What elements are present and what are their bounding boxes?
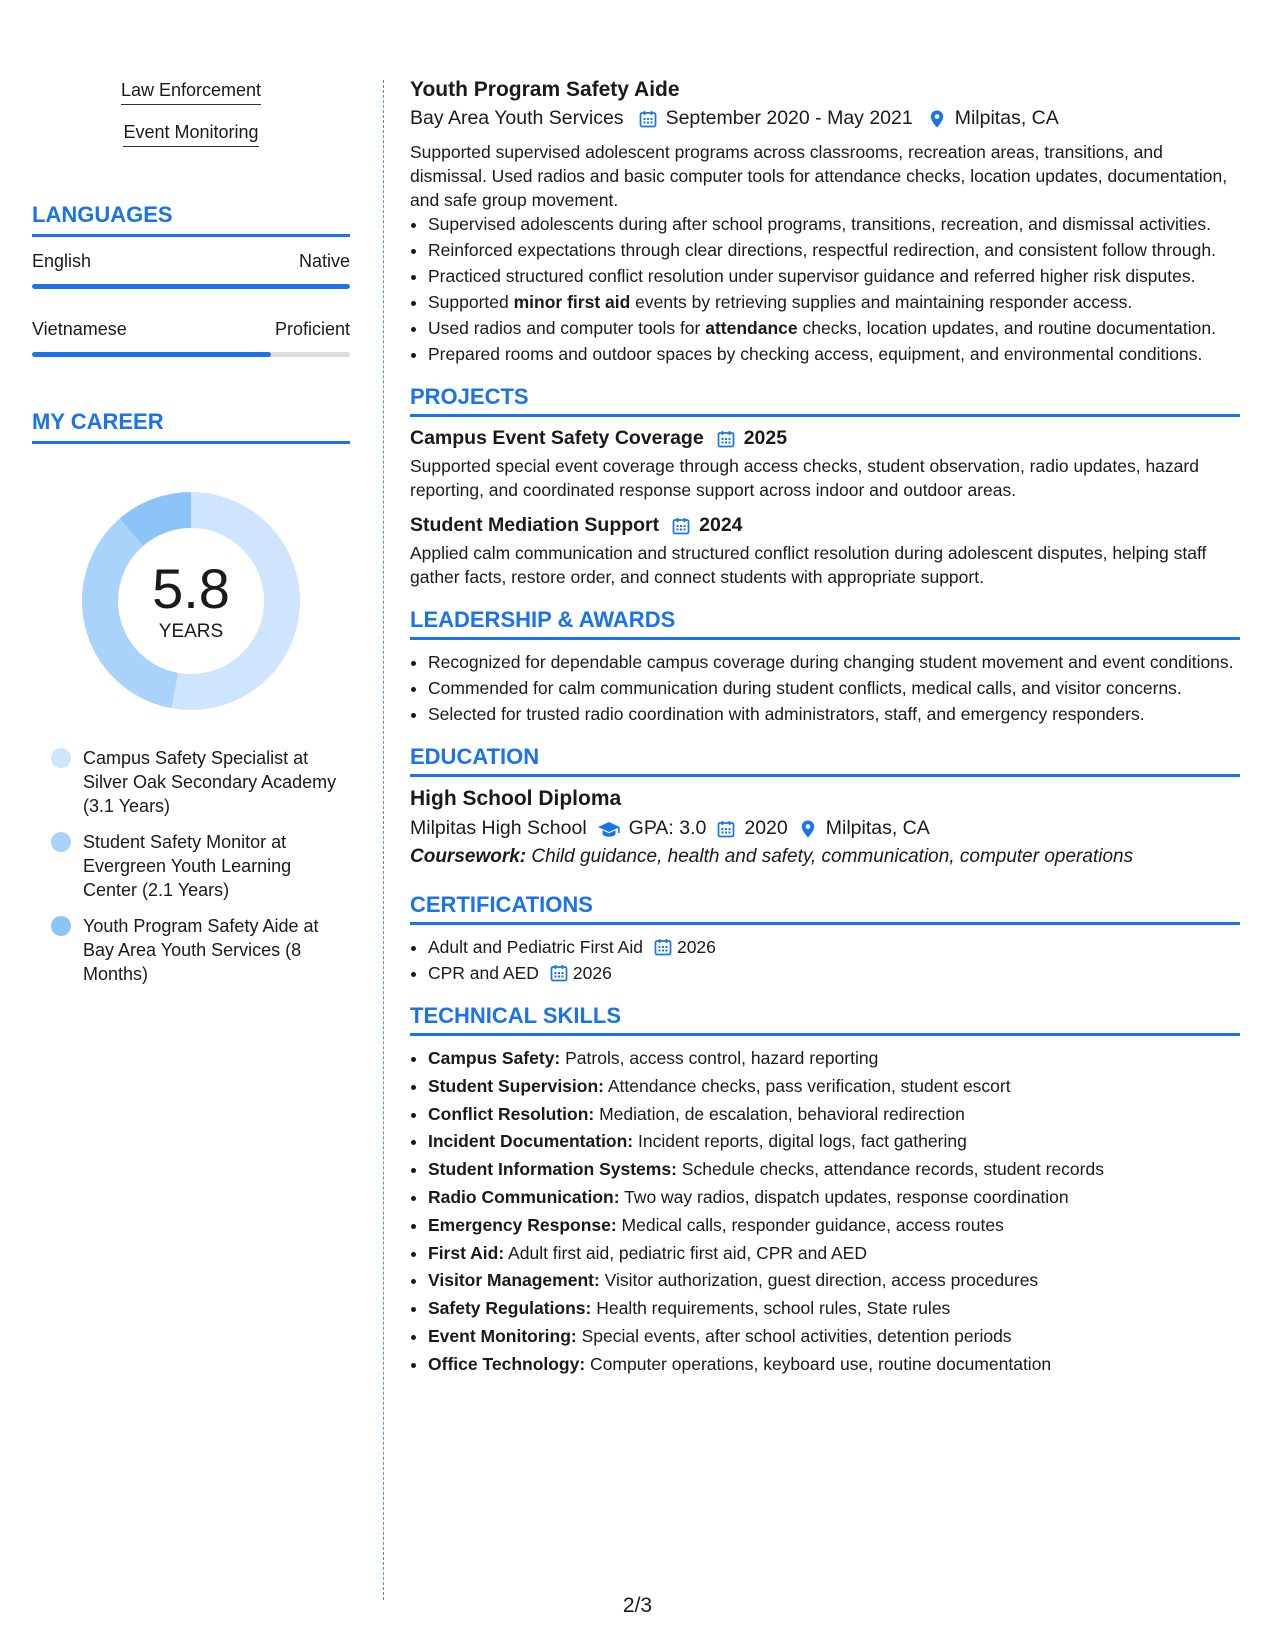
language-bar — [32, 284, 350, 289]
gpa: GPA: 3.0 — [628, 817, 707, 839]
job-bullet — [428, 316, 1240, 340]
certification-item — [428, 935, 1240, 959]
certification-item — [428, 961, 1240, 985]
job-location: Milpitas, CA — [954, 107, 1059, 129]
certification-year: 2026 — [676, 937, 716, 957]
skill-label: Conflict Resolution: — [428, 1103, 595, 1124]
certification-name: • Adult and Pediatric First Aid — [428, 937, 643, 957]
career-legend-item — [32, 746, 350, 818]
skill-item — [428, 1157, 1240, 1183]
career-total-unit: YEARS — [158, 621, 224, 642]
leadership-item: • Selected for trusted radio coordination with administrators, staff, and emergency responders. — [428, 702, 1240, 726]
main-content — [410, 78, 1240, 1380]
skill-label: Event Monitoring: — [428, 1325, 577, 1346]
language-bar-fill — [32, 352, 271, 357]
job-bullet — [428, 342, 1240, 366]
education-entry — [410, 787, 1240, 868]
project-description: Supported special event coverage through access checks, student observation, radio updates, hazard reporting, and coordinated response support across indoor and outdoor areas. — [410, 456, 1199, 500]
coursework-text: Child guidance, health and safety, communication, computer operations — [526, 846, 1134, 867]
job-meta — [410, 107, 1240, 130]
calendar-icon — [653, 937, 673, 957]
bullet-text: Used radios and computer tools for — [428, 318, 706, 338]
legend-dot — [51, 832, 71, 852]
legend-dot — [51, 748, 71, 768]
education-heading: EDUCATION — [410, 744, 1240, 777]
map-pin-icon — [798, 819, 818, 839]
leadership-list — [410, 650, 1240, 726]
certification-list — [410, 935, 1240, 985]
language-name: English — [32, 251, 92, 271]
bullet-keyword: minor first aid — [513, 292, 631, 312]
leadership-item: • Commended for calm communication during student conflicts, medical calls, and visitor concerns. — [428, 676, 1240, 700]
project-item — [410, 427, 1240, 502]
career-total-years: 5.8 — [152, 557, 230, 620]
leadership-heading: LEADERSHIP & AWARDS — [410, 607, 1240, 640]
map-pin-icon — [927, 109, 947, 129]
job-summary: Supported supervised adolescent programs across classrooms, recreation areas, transitions, and dismissal. Used radios and basic computer tools for attendance checks, location updates, documentation, and safe group movement. — [410, 142, 1228, 210]
skill-label: Visitor Management: — [428, 1270, 600, 1291]
language-bar — [32, 352, 350, 357]
bullet-text: Practiced structured conflict resolution under supervisor guidance and referred higher risk disputes. — [428, 266, 1196, 286]
calendar-icon — [716, 819, 736, 839]
skill-value: Visitor authorization, guest direction, access procedures — [599, 1270, 1039, 1291]
calendar-icon — [716, 429, 736, 449]
project-year: 2024 — [699, 514, 743, 536]
calendar-icon — [638, 109, 658, 129]
bullet-text: Prepared rooms and outdoor spaces by checking access, equipment, and environmental conditions. — [428, 344, 1203, 364]
job-dates: September 2020 - May 2021 — [665, 107, 913, 129]
career-legend-label: Youth Program Safety Aide at Bay Area Youth Services (8 Months) — [83, 916, 319, 984]
career-legend-label: Student Safety Monitor at Evergreen Youth Learning Center (2.1 Years) — [83, 832, 292, 900]
calendar-icon — [549, 963, 569, 983]
skill-value: Health requirements, school rules, State rules — [591, 1298, 951, 1319]
skill-item — [428, 1129, 1240, 1155]
leadership-item: • Recognized for dependable campus coverage during changing student movement and event conditions. — [428, 650, 1240, 674]
skill-value: Patrols, access control, hazard reporting — [560, 1048, 879, 1068]
tag-list — [32, 80, 350, 164]
experience-entry — [410, 78, 1240, 366]
language-item — [32, 251, 350, 289]
skill-value: Medical calls, responder guidance, access routes — [616, 1214, 1004, 1235]
skill-item — [428, 1213, 1240, 1239]
skill-label: Campus Safety: — [428, 1048, 561, 1068]
skills-heading: TECHNICAL SKILLS — [410, 1003, 1240, 1036]
sidebar — [32, 80, 350, 998]
skill-item — [428, 1324, 1240, 1350]
bullet-text: Supervised adolescents during after school programs, transitions, recreation, and dismissal activities. — [428, 214, 1212, 234]
coursework-label: Coursework: — [410, 846, 527, 867]
skill-item — [428, 1046, 1240, 1072]
bullet-text: Supported — [428, 292, 514, 312]
company-name: Bay Area Youth Services — [410, 107, 624, 129]
skill-item — [428, 1185, 1240, 1211]
legend-dot — [51, 916, 71, 936]
language-item — [32, 319, 350, 357]
skill-item — [428, 1102, 1240, 1128]
school-location: Milpitas, CA — [825, 817, 930, 839]
skill-item — [428, 1241, 1240, 1267]
certifications-heading: CERTIFICATIONS — [410, 892, 1240, 925]
career-heading: MY CAREER — [32, 409, 350, 444]
job-bullets — [410, 212, 1240, 366]
certification-name: • CPR and AED — [428, 963, 539, 983]
skill-value: Adult first aid, pediatric first aid, CPR and AED — [504, 1242, 867, 1263]
skill-label: Office Technology: — [428, 1353, 586, 1374]
column-divider — [383, 80, 384, 1600]
skill-value: Two way radios, dispatch updates, response coordination — [619, 1186, 1069, 1207]
skill-item — [428, 1268, 1240, 1294]
page-number: 2/3 — [622, 1594, 653, 1617]
graduation-cap-icon — [597, 819, 621, 839]
career-legend — [32, 746, 350, 986]
certification-year: 2026 — [572, 963, 612, 983]
skill-label: Emergency Response: — [428, 1214, 617, 1235]
project-title: Campus Event Safety Coverage — [410, 427, 704, 449]
bullet-keyword: attendance — [705, 318, 798, 338]
skills-list — [410, 1046, 1240, 1378]
calendar-icon — [671, 516, 691, 536]
graduation-year: 2020 — [744, 817, 788, 839]
skill-label: Incident Documentation: — [428, 1131, 634, 1152]
career-legend-item — [32, 830, 350, 902]
project-title: Student Mediation Support — [410, 514, 660, 536]
skill-value: Attendance checks, pass verification, student escort — [603, 1075, 1011, 1096]
bullet-text: checks, location updates, and routine documentation. — [797, 318, 1216, 338]
coursework — [410, 846, 1240, 868]
skill-label: Safety Regulations: — [428, 1298, 592, 1319]
language-level: Native — [298, 251, 350, 271]
skill-item — [428, 1074, 1240, 1100]
career-legend-item — [32, 914, 350, 986]
skill-value: Schedule checks, attendance records, student records — [676, 1159, 1104, 1180]
degree: High School Diploma — [410, 787, 622, 810]
skill-value: Incident reports, digital logs, fact gathering — [633, 1131, 967, 1152]
languages-heading: LANGUAGES — [32, 202, 350, 237]
job-bullet — [428, 238, 1240, 262]
job-title: Youth Program Safety Aide — [410, 78, 680, 101]
bullet-text: Reinforced expectations through clear directions, respectful redirection, and consistent follow through. — [428, 240, 1216, 260]
skill-value: Special events, after school activities, detention periods — [576, 1325, 1012, 1346]
career-donut — [78, 488, 304, 714]
language-bar-fill — [32, 284, 350, 289]
project-year: 2025 — [743, 427, 788, 449]
skill-value: Computer operations, keyboard use, routine documentation — [585, 1353, 1052, 1374]
skill-label: Student Information Systems: — [428, 1159, 677, 1180]
language-name: Vietnamese — [32, 319, 127, 339]
skill-label: Student Supervision: — [428, 1075, 604, 1096]
tag: Law Enforcement — [121, 80, 261, 105]
skill-value: Mediation, de escalation, behavioral redirection — [594, 1103, 965, 1124]
tag: Event Monitoring — [123, 122, 258, 147]
project-item — [410, 514, 1240, 589]
skill-item — [428, 1296, 1240, 1322]
project-description: Applied calm communication and structured conflict resolution during adolescent disputes, helping staff gather facts, restore order, and connect students with appropriate support. — [410, 543, 1207, 587]
job-bullet — [428, 290, 1240, 314]
skill-item — [428, 1352, 1240, 1378]
skill-label: First Aid: — [428, 1242, 505, 1263]
projects-heading: PROJECTS — [410, 384, 1240, 417]
skill-label: Radio Communication: — [428, 1186, 620, 1207]
career-legend-label: Campus Safety Specialist at Silver Oak Secondary Academy (3.1 Years) — [83, 748, 337, 816]
language-level: Proficient — [274, 319, 350, 339]
job-bullet — [428, 212, 1240, 236]
school-name: Milpitas High School — [410, 817, 587, 839]
job-bullet — [428, 264, 1240, 288]
bullet-text: events by retrieving supplies and maintaining responder access. — [630, 292, 1133, 312]
